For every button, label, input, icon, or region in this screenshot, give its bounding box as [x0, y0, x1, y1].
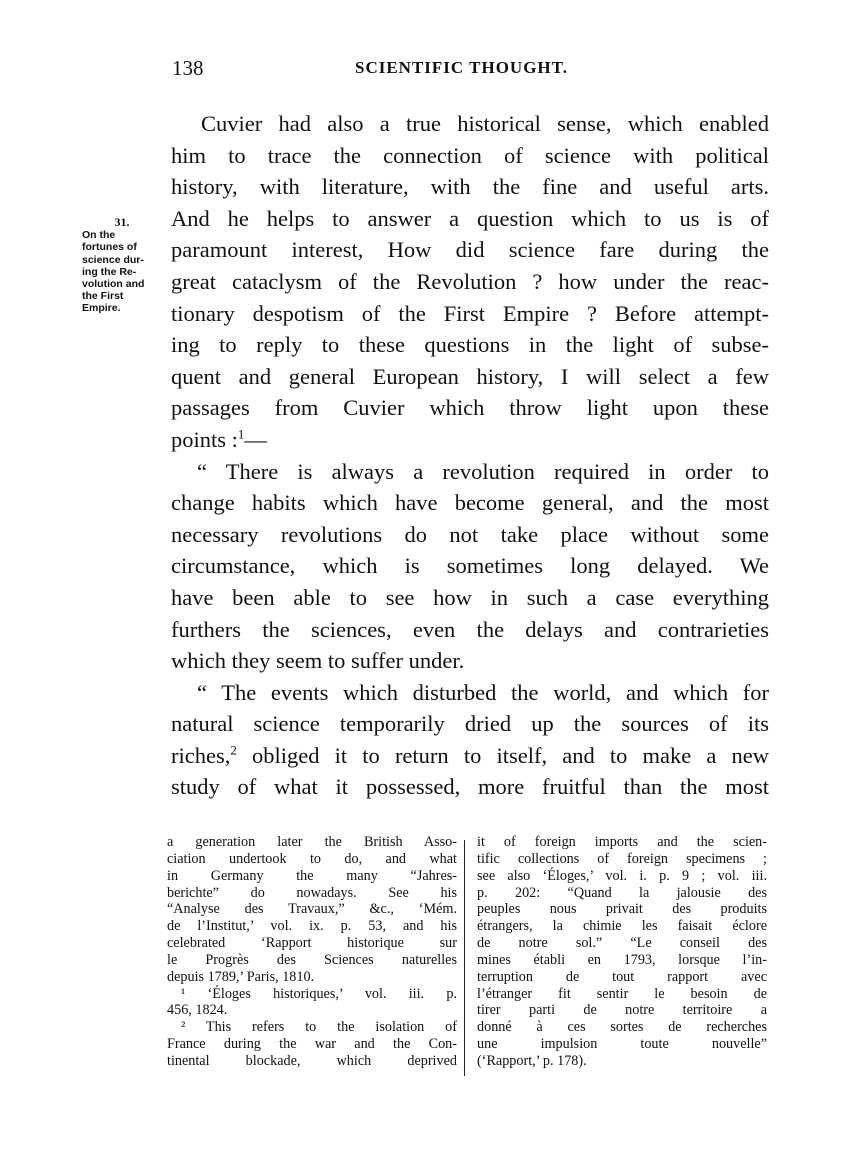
text-line [171, 740, 769, 772]
margin-note-number: 31. [114, 215, 130, 229]
page-header [170, 56, 768, 86]
margin-note [82, 216, 162, 315]
footnotes-left-column [167, 834, 457, 1070]
text-line: Cuvier had also a true historical sense, which enabled [201, 111, 769, 136]
footnote-line: l’étranger fit sentir le besoin de [477, 985, 767, 1002]
footnote-line: tinental blockade, which deprived [167, 1052, 457, 1069]
margin-note-line: science dur- [82, 253, 144, 266]
footnote-line: étrangers, la chimie les faisait éclore [477, 918, 767, 935]
footnote-line: tirer parti de notre territoire a [477, 1002, 767, 1019]
footnote-line: “Analyse des Travaux,” &c., ‘Mém. [167, 901, 457, 918]
text-line [171, 424, 769, 456]
dash: — [244, 426, 267, 452]
margin-note-line: the First [82, 290, 124, 303]
text-line: great cataclysm of the Revolution ? how under the reac- [171, 268, 769, 294]
text-line: “ The events which disturbed the world, and which for [197, 679, 769, 705]
text-line: tionary despotism of the First Empire ? Before attempt- [171, 300, 769, 326]
page-number: 138 [172, 56, 204, 80]
footnote-line: depuis 1789,’ Paris, 1810. [167, 968, 315, 985]
footnote-line: celebrated ‘Rapport historique sur [167, 935, 457, 952]
text-line: study of what it possessed, more fruitful than the most [171, 774, 769, 800]
text-line: which they seem to suffer under. [171, 648, 465, 674]
margin-note-line: volution and [82, 278, 145, 291]
text-line: “ There is always a revolution required in order to [197, 458, 769, 484]
footnote-line: ¹ ‘Éloges historiques,’ vol. iii. p. [181, 985, 457, 1002]
footnote-line: de notre sol.” “Le conseil des [477, 935, 767, 952]
text-line: change habits which have become general, and the most [171, 490, 769, 516]
footnote-ref: 2 [230, 742, 237, 758]
text-line: quent and general European history, I will select a few [171, 363, 769, 389]
margin-note-line: ing the Re- [82, 265, 137, 278]
text-line: natural science temporarily dried up the sources of its [171, 711, 769, 737]
text-line: furthers the sciences, even the delays and contrarieties [171, 616, 769, 642]
text-line: passages from Cuvier which throw light upon these [171, 395, 769, 421]
footnote-line: peuples nous privait des produits [477, 901, 767, 918]
footnote-line: a generation later the British Asso- [167, 834, 457, 850]
margin-note-line: fortunes of [82, 241, 137, 254]
text-line: him to trace the connection of science with political [171, 142, 769, 168]
footnote-line: mines établi en 1793, lorsque l’in- [477, 951, 767, 968]
footnote-line: 456, 1824. [167, 1002, 228, 1019]
text-line-fragment: riches, [171, 742, 231, 768]
text-line-fragment: obliged it to return to itself, and to make a new [236, 742, 769, 768]
text-line: have been able to see how in such a case everything [171, 584, 769, 610]
text-line: And he helps to answer a question which to us is of [171, 205, 769, 231]
main-text [171, 108, 769, 803]
column-divider [464, 840, 465, 1076]
footnote-line: (‘Rapport,’ p. 178). [477, 1052, 587, 1069]
text-line: necessary revolutions do not take place without some [171, 521, 769, 547]
footnote-line: ² This refers to the isolation of [181, 1019, 457, 1036]
footnote-ref: 1 [237, 426, 245, 442]
margin-note-line: On the [82, 229, 116, 242]
footnote-line: France during the war and the Con- [167, 1036, 457, 1053]
margin-note-line: Empire. [82, 302, 121, 315]
footnote-line: it of foreign imports and the scien- [477, 834, 767, 850]
footnote-line: ciation undertook to do, and what [167, 850, 457, 867]
footnote-line: berichte” do nowadays. See his [167, 884, 457, 901]
footnote-line: donné à ces sortes de recherches [477, 1019, 767, 1036]
footnote-line: tific collections of foreign specimens ; [477, 850, 767, 867]
footnotes-right-column [477, 834, 767, 1070]
text-line: history, with literature, with the fine and useful arts. [171, 174, 769, 200]
footnote-line: de l’Institut,’ vol. ix. p. 53, and his [167, 918, 457, 935]
footnote-line: see also ‘Éloges,’ vol. i. p. 9 ; vol. iii. [477, 867, 767, 884]
footnote-line: p. 202: “Quand la jalousie des [477, 884, 767, 901]
text-line: paramount interest, How did science fare during the [171, 237, 769, 263]
text-line: ing to reply to these questions in the light of subse- [171, 332, 769, 358]
footnote-line: le Progrès des Sciences naturelles [167, 951, 457, 968]
footnote-line: terruption de tout rapport avec [477, 968, 767, 985]
footnote-line: une impulsion toute nouvelle” [477, 1036, 767, 1053]
text-line-fragment: points : [171, 426, 238, 452]
running-title: SCIENTIFIC THOUGHT. [355, 58, 568, 77]
text-line: circumstance, which is sometimes long delayed. We [171, 553, 769, 579]
footnote-line: in Germany the many “Jahres- [167, 867, 457, 884]
